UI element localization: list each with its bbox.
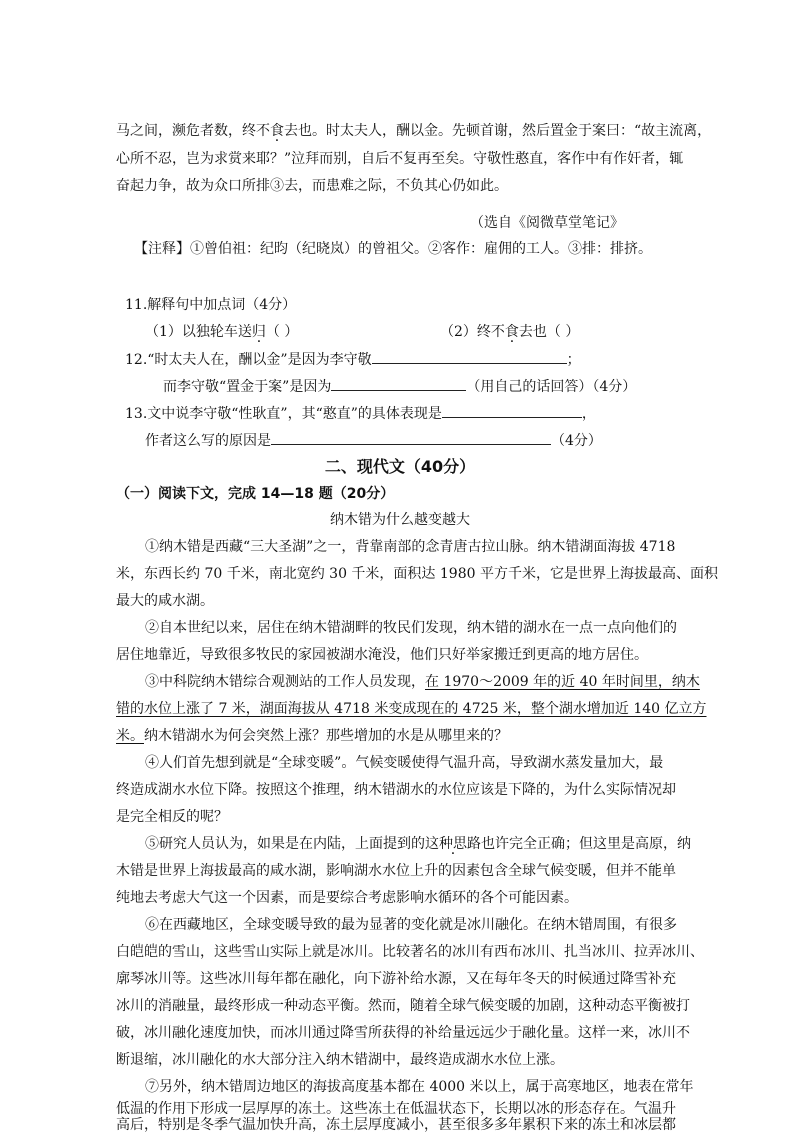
- classical-note: 【注释】①曾伯祖：纪昀（纪晓岚）的曾祖父。②客作：雇佣的工人。③排：排挤。: [134, 241, 652, 257]
- paragraph-line: 破，冰川融化速度加快，而冰川通过降雪所获得的补给量远远少于融化量。这样一来，冰川不: [116, 1025, 690, 1041]
- paragraph-line: 白皑皑的雪山，这些雪山实际上就是冰川。比较著名的冰川有西布冰川、扎当冰川、拉弄冰川、: [116, 944, 704, 960]
- paragraph-line: 廓琴冰川等。这些冰川每年都在融化，向下游补给水源，又在每年冬天的时候通过降雪补充: [116, 971, 676, 987]
- classical-line-1: 马之间，濒危者数，终不食去也。时太夫人，酬以金。先顿首谢，然后置金于案曰：“故主流离，: [116, 123, 712, 139]
- paragraph-line: 米，东西长约 70 千米，南北宽约 30 千米，面积达 1980 平方千米，它是世界上海拔最高、面积: [116, 566, 718, 582]
- paragraph-line: 低温的作用下形成一层厚厚的冻土。这些冻土在低温状态下，长期以冰的形态存在。气温升: [116, 1101, 676, 1117]
- classical-source: （选自《阅微草堂笔记》: [470, 215, 624, 231]
- paragraph-line: 高后，特别是冬季气温加快升高，冻土层厚度减小，甚至很多多年累积下来的冻土和冰层都: [116, 1117, 676, 1133]
- paragraph-line: 米。纳木错湖水为何会突然上涨？那些增加的水是从哪里来的？: [116, 728, 508, 744]
- paragraph-line: 断退缩，冰川融化的水大部分注入纳木错湖中，最终造成湖水水位上涨。: [116, 1052, 564, 1068]
- question-13-a: 13.文中说李守敬“性耿直”，其“憨直”的具体表现是 ，: [125, 403, 596, 424]
- question-12-b: 而李守敬“置金于案”是因为 （用自己的话回答）（4分）: [163, 376, 636, 397]
- classical-line-2: 心所不忍，岂为求赏来耶？”泣拜而别，自后不复再至矣。守敬性憨直，客作中有作奸者，辄: [116, 151, 684, 167]
- answer-blank[interactable]: [331, 376, 466, 391]
- article-title: 纳木错为什么越变越大: [330, 512, 470, 528]
- paragraph-line: 最大的咸水湖。: [116, 593, 214, 609]
- answer-blank[interactable]: [442, 403, 582, 418]
- paragraph-line: 是完全相反的呢？: [116, 809, 228, 825]
- paragraph-line: 终造成湖水水位下降。按照这个推理，纳木错湖水的水位应该是下降的，为什么实际情况却: [116, 782, 676, 798]
- paragraph-line: ⑥在西藏地区，全球变暖导致的最为显著的变化就是冰川融化。在纳木错周围，有很多: [145, 917, 677, 933]
- classical-line-3: 奋起力争，故为众口所排③去，而患难之际，不负其心仍如此。: [116, 178, 508, 194]
- answer-blank[interactable]: [372, 349, 567, 364]
- question-11-1: （1）以独轮车送归（ ）: [145, 324, 299, 340]
- paragraph-line: 冰川的消融量，最终形成一种动态平衡。然而，随着全球气候变暖的加剧，这种动态平衡被打: [116, 998, 690, 1014]
- paragraph-line: ②自本世纪以来，居住在纳木错湖畔的牧民们发现，纳木错的湖水在一点一点向他们的: [145, 620, 677, 636]
- paragraph-line: ⑤研究人员认为，如果是在内陆，上面提到的这种思路也许完全正确；但这里是高原，纳: [145, 836, 691, 852]
- paragraph-line: 木错是世界上海拔最高的咸水湖，影响湖水水位上升的因素包含全球气候变暖，但并不能单: [116, 863, 676, 879]
- paragraph-line: ①纳木错是西藏“三大圣湖”之一，背靠南部的念青唐古拉山脉。纳木错湖面海拔 4718: [145, 539, 676, 555]
- paragraph-line: ④人们首先想到就是“全球变暖”。气候变暖使得气温升高，导致湖水蒸发量加大，最: [145, 755, 664, 771]
- question-12-a: 12.“时太夫人在，酬以金”是因为李守敬 ；: [125, 349, 581, 370]
- question-11-2: （2）终不食去也（ ）: [440, 324, 580, 340]
- question-11: 11.解释句中加点词（4分）: [125, 297, 297, 313]
- question-13-b: 作者这么写的原因是 （4分）: [145, 430, 602, 451]
- paragraph-line: 错的水位上涨了 7 米，湖面海拔从 4718 米变成现在的 4725 米，整个湖水增加近 140 亿立方: [116, 701, 707, 717]
- section-title: 二、现代文（40分）: [324, 457, 476, 476]
- paragraph-line: ③中科院纳木错综合观测站的工作人员发现，在 1970～2009 年的近 40 年时间里，纳木: [145, 674, 700, 690]
- paragraph-line: 纯地去考虑大气这一个因素，而是要综合考虑影响水循环的各个可能因素。: [116, 890, 578, 906]
- paragraph-line: 居住地靠近，导致很多牧民的家园被湖水淹没，他们只好举家搬迁到更高的地方居住。: [116, 647, 648, 663]
- section-subtitle: （一）阅读下文，完成 14—18 题（20分）: [116, 486, 395, 502]
- paragraph-line: ⑦另外，纳木错周边地区的海拔高度基本都在 4000 米以上，属于高寒地区，地表在常年: [145, 1079, 694, 1095]
- answer-blank[interactable]: [271, 430, 551, 445]
